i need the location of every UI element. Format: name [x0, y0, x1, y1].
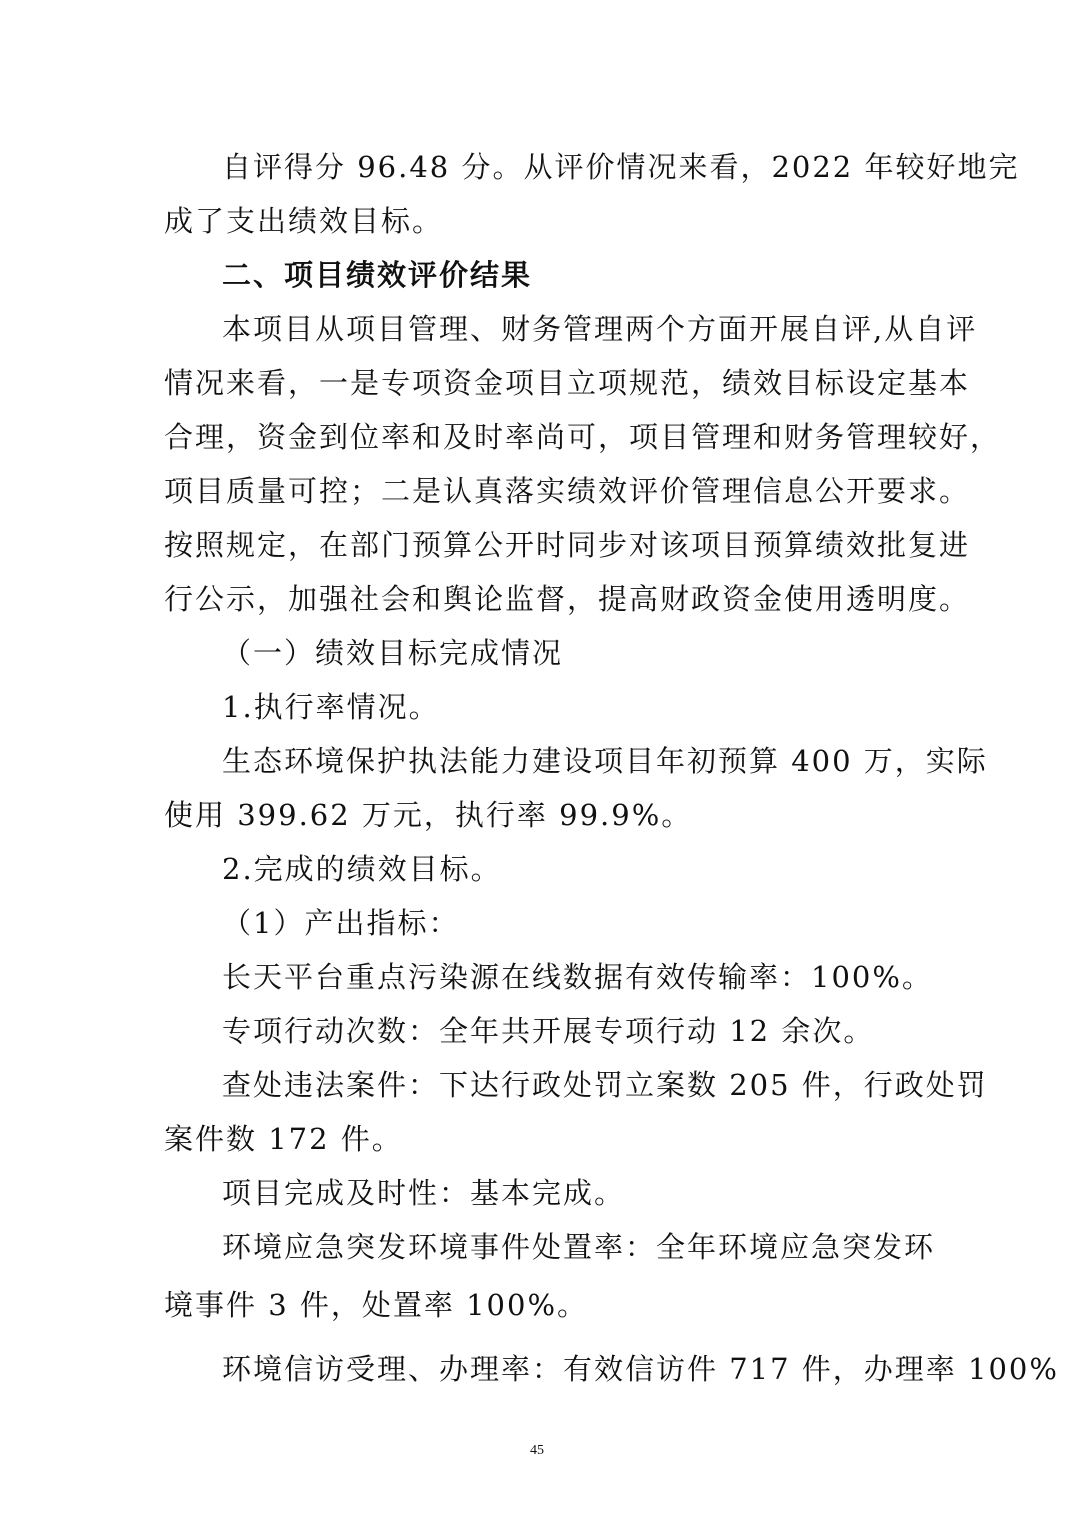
paragraph-line: 环境应急突发环境事件处置率：全年环境应急突发环 — [222, 1230, 936, 1264]
paragraph-line: 长天平台重点污染源在线数据有效传输率：100%。 — [222, 960, 933, 994]
item-heading: 2.完成的绩效目标。 — [222, 852, 502, 886]
paragraph-line: 案件数 172 件。 — [164, 1122, 403, 1156]
paragraph-line: 使用 399.62 万元，执行率 99.9%。 — [164, 798, 693, 832]
paragraph-line: 项目完成及时性：基本完成。 — [222, 1176, 626, 1210]
paragraph-line: 专项行动次数：全年共开展专项行动 12 余次。 — [222, 1014, 875, 1048]
subsection-heading: （一）绩效目标完成情况 — [222, 636, 564, 670]
paragraph-line: 环境信访受理、办理率：有效信访件 717 件，办理率 100% — [222, 1352, 1059, 1386]
item-heading: 1.执行率情况。 — [222, 690, 440, 724]
paragraph-line: 生态环境保护执法能力建设项目年初预算 400 万，实际 — [222, 744, 988, 778]
paragraph-line: 按照规定，在部门预算公开时同步对该项目预算绩效批复进 — [164, 528, 971, 562]
section-heading: 二、项目绩效评价结果 — [222, 258, 533, 292]
paragraph-line: 查处违法案件：下达行政处罚立案数 205 件，行政处罚 — [222, 1068, 988, 1102]
paragraph-line: 合理，资金到位率和及时率尚可，项目管理和财务管理较好， — [164, 420, 1002, 454]
paragraph-line: 情况来看，一是专项资金项目立项规范，绩效目标设定基本 — [164, 366, 971, 400]
paragraph-line: 行公示，加强社会和舆论监督，提高财政资金使用透明度。 — [164, 582, 971, 616]
paragraph-line: 自评得分 96.48 分。从评价情况来看，2022 年较好地完 — [222, 150, 1020, 184]
paragraph-line: 成了支出绩效目标。 — [164, 204, 444, 238]
item-heading: （1）产出指标： — [222, 906, 460, 940]
paragraph-line: 本项目从项目管理、财务管理两个方面开展自评,从自评 — [222, 312, 978, 346]
paragraph-line: 境事件 3 件，处置率 100%。 — [164, 1288, 589, 1322]
paragraph-line: 项目质量可控；二是认真落实绩效评价管理信息公开要求。 — [164, 474, 971, 508]
page-number: 45 — [530, 1443, 544, 1458]
